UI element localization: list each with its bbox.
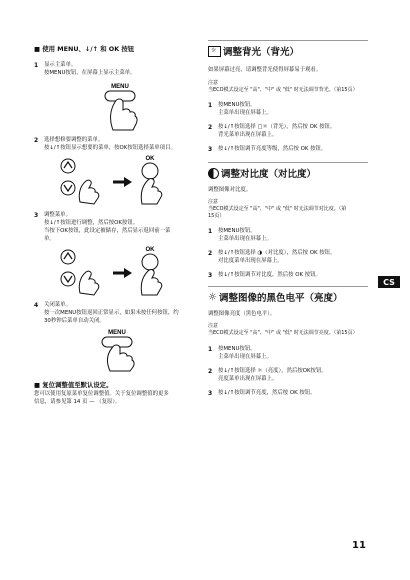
- backlight-step-3-number: 3: [208, 146, 213, 153]
- brightness-step-1-number: 1: [208, 346, 213, 353]
- backlight-title: 调整背光（背光）: [223, 47, 300, 58]
- svg-text:MENU: MENU: [108, 330, 126, 336]
- page-number: 11: [352, 540, 366, 551]
- contrast-step-2-number: 2: [208, 250, 213, 257]
- brightness-note-label: 注意: [208, 323, 219, 329]
- backlight-step-1-line-2: 主菜单出现在屏幕上。: [218, 110, 272, 116]
- reset-title: ■ 复位调整值至默认设定。: [34, 381, 113, 389]
- step-3-text-2: 当按下OK按钮，此设定被储存，然后显示返回前一菜: [44, 228, 171, 234]
- reset-text-1: 您可以使用复原菜单复位调整值。关于复位调整值的更多: [34, 391, 169, 397]
- updown-ok-illustration-2: [58, 245, 178, 297]
- section-divider: [208, 162, 368, 163]
- brightness-icon: ☼: [208, 291, 217, 303]
- section-divider: [208, 286, 368, 287]
- menu-button-illustration: [95, 80, 145, 132]
- updown-ok-illustration-1: [58, 154, 178, 206]
- step-4-text-2: 30秒钟后菜单自动关闭。: [44, 318, 105, 324]
- left-title: ■ 使用 MENU、↓/↑ 和 OK 按钮: [34, 45, 135, 53]
- brightness-note: 当ECO模式设定至 "高"、"中" 或 "低" 时无法调节亮度。（第15页）: [208, 330, 358, 336]
- contrast-note-label: 注意: [208, 199, 219, 205]
- backlight-icon: ☼: [208, 46, 221, 57]
- svg-text:OK: OK: [145, 247, 155, 253]
- menu-label: MENU: [111, 84, 129, 90]
- contrast-step-2-line-2: 对比度菜单出现在屏幕上。: [218, 258, 283, 264]
- reset-text-2: 信息，请参见第 14 页 — （复原）。: [34, 399, 121, 405]
- contrast-step-3-number: 3: [208, 272, 213, 279]
- backlight-step-3-line-1: 按↓/↑按钮调节亮度等级，然后按 OK 按钮。: [218, 146, 327, 152]
- section-divider: [208, 40, 368, 41]
- brightness-heading: [208, 290, 342, 304]
- svg-text:OK: OK: [145, 156, 155, 162]
- backlight-note: 当ECO模式设定至 "高"、"中" 或 "低" 时无法调节背光。（第15页）: [208, 87, 358, 93]
- brightness-step-2-line-2: 亮度菜单出现在屏幕上。: [218, 376, 278, 382]
- backlight-step-2-number: 2: [208, 124, 213, 131]
- brightness-title: 调整图像的黑色电平（亮度）: [218, 293, 343, 304]
- backlight-step-2-line-1: 按↓/↑按钮选择 ▢☼（背光），然后按 OK 按钮。: [218, 124, 336, 130]
- step-3-text-1: 按↓/↑按钮进行调整，然后按OK按钮。: [44, 220, 139, 226]
- backlight-step-2-line-2: 背光菜单出现在屏幕上。: [218, 132, 278, 138]
- step-4-title: 关闭菜单。: [44, 302, 71, 308]
- step-2-title: 选择想修要调整的菜单。: [44, 137, 104, 143]
- backlight-intro: 如果屏幕过亮，请调整背光使得屏幕易于观看。: [208, 67, 322, 73]
- contrast-step-3-line-1: 按↓/↑按钮调节对比度，然后按 OK 按钮。: [218, 272, 321, 278]
- contrast-title: 调整对比度（对比度）: [221, 169, 317, 180]
- step-2-text: 按↓/↑按钮显示想要的菜单，按OK按钮选择菜单项目。: [44, 145, 176, 151]
- brightness-step-3-number: 3: [208, 390, 213, 397]
- contrast-icon: [208, 168, 219, 179]
- step-3-title: 调整菜单。: [44, 212, 71, 218]
- contrast-step-1-line-2: 主菜单出现在屏幕上。: [218, 236, 272, 242]
- brightness-step-1-line-1: 按MENU按钮。: [218, 346, 256, 352]
- contrast-note-2: 15页）: [208, 213, 225, 219]
- contrast-note-1: 当ECO模式设定至 "高"、"中" 或 "低" 时无法调节对比度。（第: [208, 206, 347, 212]
- step-3-number: 3: [34, 212, 39, 219]
- contrast-step-1-number: 1: [208, 228, 213, 235]
- language-tab: CS: [378, 276, 400, 288]
- step-1-number: 1: [34, 62, 39, 69]
- brightness-intro: 调整图像亮度（黑色电平）。: [208, 311, 276, 317]
- contrast-step-2-line-1: 按↓/↑按钮选择 ◑（对比度），然后按 OK 按钮。: [218, 250, 336, 256]
- backlight-step-1-line-1: 按MENU按钮。: [218, 102, 256, 108]
- brightness-step-2-line-1: 按↓/↑按钮选择 ☼（亮度），然后按OK按钮。: [218, 368, 327, 374]
- step-4-text-1: 按一次MENU按钮返回正常显示，如果未按任何按钮，约: [44, 310, 179, 316]
- step-1-title: 显示主菜单。: [44, 62, 77, 68]
- brightness-step-3-line-1: 按↓/↑按钮调节亮度，然后按 OK 按钮。: [218, 390, 316, 396]
- brightness-step-2-number: 2: [208, 368, 213, 375]
- step-3-text-3: 单。: [44, 236, 55, 242]
- step-4-number: 4: [34, 302, 39, 309]
- menu-button-illustration-2: [92, 326, 142, 372]
- backlight-heading: [208, 44, 299, 58]
- backlight-step-1-number: 1: [208, 102, 213, 109]
- backlight-note-label: 注意: [208, 80, 219, 86]
- contrast-step-1-line-1: 按MENU按钮。: [218, 228, 256, 234]
- contrast-heading: [208, 166, 316, 180]
- brightness-step-1-line-2: 主菜单出现在屏幕上。: [218, 354, 272, 360]
- step-2-number: 2: [34, 137, 39, 144]
- contrast-intro: 调整图像对比度。: [208, 187, 252, 193]
- step-1-text: 按MENU按钮，在屏幕上显示主菜单。: [44, 70, 136, 76]
